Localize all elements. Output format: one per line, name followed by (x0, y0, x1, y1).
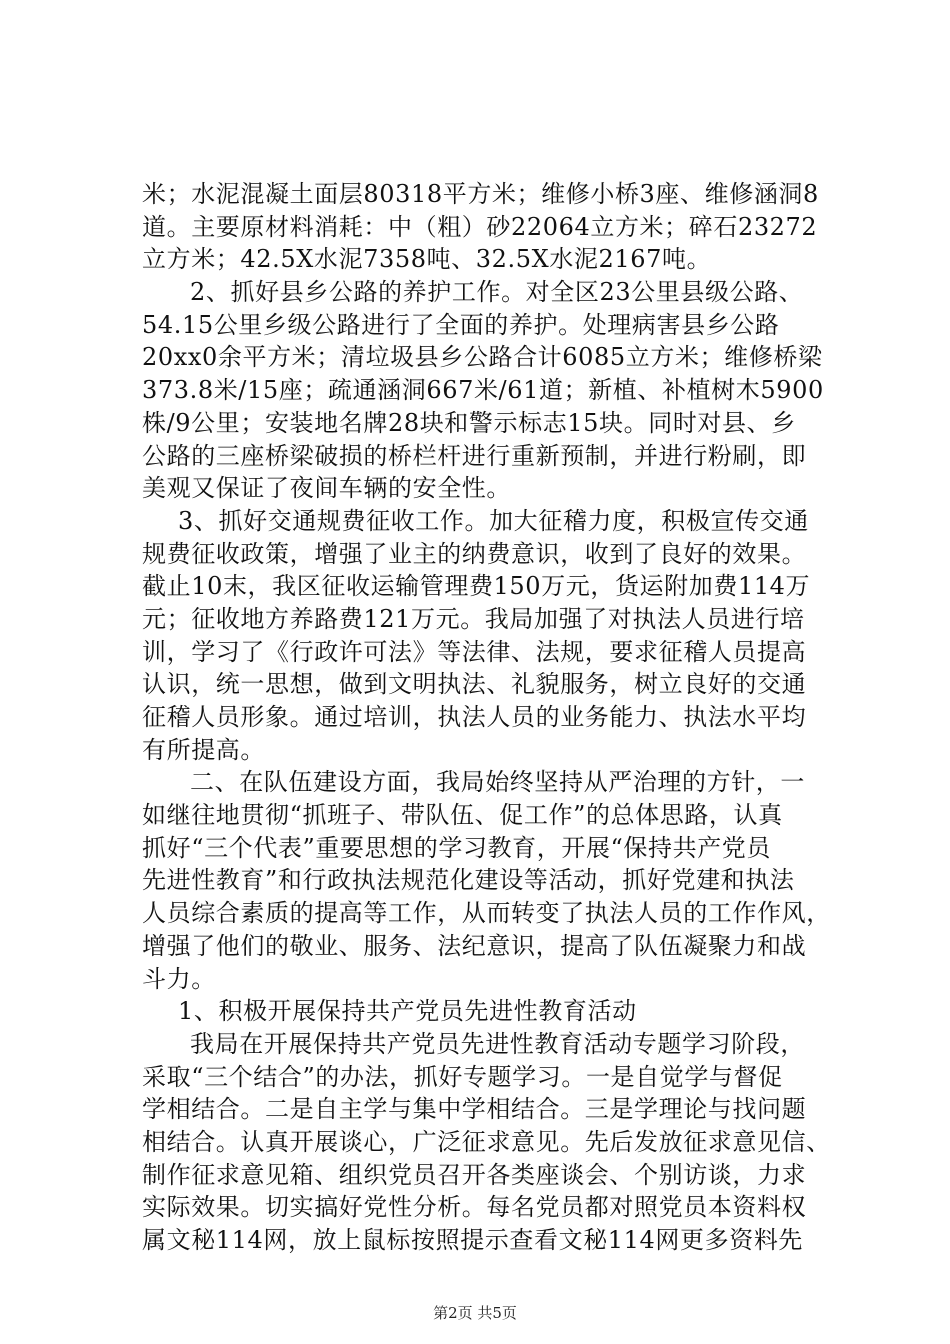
text-line: 有所提高。 (142, 735, 265, 764)
text-line: 米；水泥混凝土面层80318平方米；维修小桥3座、维修涵洞8 (142, 180, 819, 208)
text-line: 征稽人员形象。通过培训，执法人员的业务能力、执法水平均 (142, 703, 807, 731)
text-line: 认识，统一思想，做到文明执法、礼貌服务，树立良好的交通 (142, 670, 807, 699)
text-line: 截止10末，我区征收运输管理费150万元，货运附加费114万 (142, 572, 811, 601)
text-line: 属文秘114网，放上鼠标按照提示查看文秘114网更多资料先 (142, 1226, 804, 1254)
text-line: 美观又保证了夜间车辆的安全性。 (142, 474, 511, 503)
text-line: 道。主要原材料消耗：中（粗）砂22064立方米；碎石23272 (142, 212, 818, 241)
text-line: 规费征收政策，增强了业主的纳费意识，收到了良好的效果。 (142, 539, 807, 568)
text-line: 人员综合素质的提高等工作，从而转变了执法人员的工作作风， (142, 899, 831, 928)
text-line: 2、抓好县乡公路的养护工作。对全区23公里县级公路、 (190, 278, 804, 307)
text-line: 训，学习了《行政许可法》等法律、法规，要求征稽人员提高 (142, 637, 807, 666)
text-line: 1、积极开展保持共产党员先进性教育活动 (178, 997, 637, 1026)
text-line: 实际效果。切实搞好党性分析。每名党员都对照党员本资料权 (142, 1193, 807, 1222)
text-line: 如继往地贯彻“抓班子、带队伍、促工作”的总体思路，认真 (142, 801, 783, 830)
text-line: 54.15公里乡级公路进行了全面的养护。处理病害县乡公路 (142, 310, 780, 339)
text-line: 二、在队伍建设方面，我局始终坚持从严治理的方针，一 (190, 768, 805, 797)
text-line: 3、抓好交通规费征收工作。加大征稽力度，积极宣传交通 (178, 506, 809, 535)
text-line: 抓好“三个代表”重要思想的学习教育，开展“保持共产党员 (142, 833, 772, 862)
text-line: 采取“三个结合”的办法，抓好专题学习。一是自觉学与督促 (142, 1062, 783, 1091)
text-line: 立方米；42.5X水泥7358吨、32.5X水泥2167吨。 (142, 245, 712, 274)
text-line: 制作征求意见箱、组织党员召开各类座谈会、个别访谈，力求 (142, 1160, 807, 1189)
text-line: 增强了他们的敬业、服务、法纪意识，提高了队伍凝聚力和战 (142, 931, 807, 960)
text-line: 20xx0余平方米；清垃圾县乡公路合计6085立方米；维修桥梁 (142, 343, 823, 372)
text-line: 斗力。 (142, 964, 216, 993)
text-line: 我局在开展保持共产党员先进性教育活动专题学习阶段， (190, 1029, 805, 1058)
text-line: 相结合。认真开展谈心，广泛征求意见。先后发放征求意见信、 (142, 1127, 831, 1156)
text-line: 株/9公里；安装地名牌28块和警示标志15块。同时对县、乡 (142, 408, 796, 437)
document-body (142, 178, 834, 1257)
page-footer: 第2页 共5页 (433, 1304, 517, 1322)
text-line: 373.8米/15座；疏通涵洞667米/61道；新植、补植树木5900 (142, 376, 824, 405)
text-line: 元；征收地方养路费121万元。我局加强了对执法人员进行培 (142, 604, 805, 633)
text-line: 学相结合。二是自主学与集中学相结合。三是学理论与找问题 (142, 1095, 807, 1124)
text-line: 公路的三座桥梁破损的桥栏杆进行重新预制，并进行粉刷，即 (142, 441, 807, 470)
text-line: 先进性教育”和行政执法规范化建设等活动，抓好党建和执法 (142, 866, 795, 895)
